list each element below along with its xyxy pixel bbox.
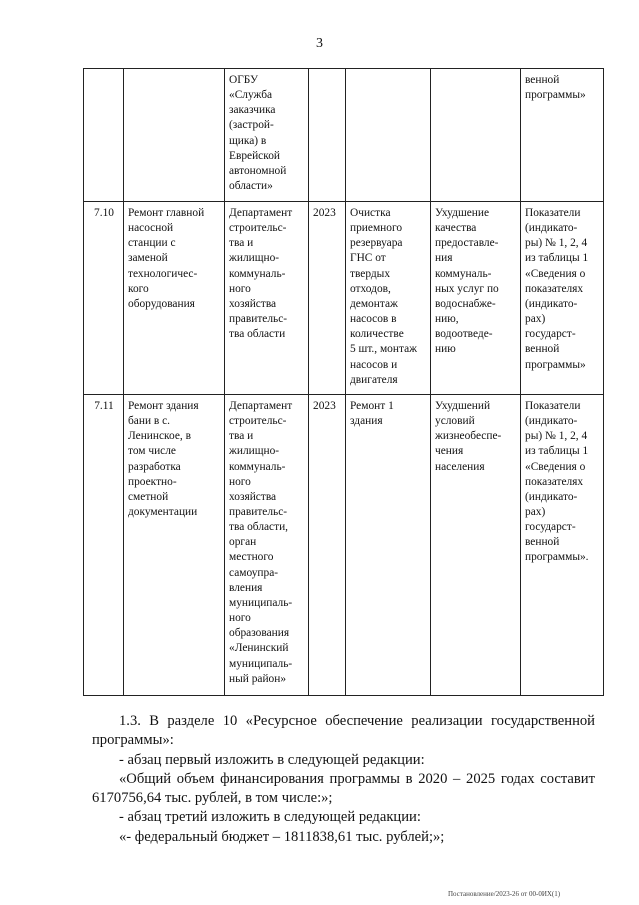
page-number: 3 <box>316 36 323 51</box>
paragraph-third-abzac: - абзац третий изложить в следующей редакции: <box>119 809 421 826</box>
cell-name: Ремонт главной насосной станции с заменой технологичес- кого оборудования <box>124 202 225 395</box>
cell-number: 7.10 <box>84 202 124 395</box>
cell-executor: Департамент строительс- тва и жилищно- коммуналь- ного хозяйства правительс- тва области, орган местного самоупра- вления муниципаль- ного образования «Ленинский муниципаль- ный район» <box>225 394 309 695</box>
cell-consequence: Ухудшений условий жизнеобеспе- чения населения <box>431 394 521 695</box>
table-row <box>84 394 604 695</box>
table-row <box>84 202 604 395</box>
cell-year: 2023 <box>309 202 346 395</box>
cell-result <box>346 69 431 202</box>
cell-indicators: Показатели (индикато- ры) № 1, 2, 4 из таблицы 1 «Сведения о показателях (индикато- рах) государст- венной программы» <box>521 202 604 395</box>
cell-year: 2023 <box>309 394 346 695</box>
paragraph-total-funding: «Общий объем финансирования программы в 2020 – 2025 годах составит 6170756,64 тыс. рублей, в том числе:»; <box>92 770 595 806</box>
measures-table <box>83 68 604 696</box>
cell-result: Ремонт 1 здания <box>346 394 431 695</box>
table-row-continuation <box>84 69 604 202</box>
cell-name <box>124 69 225 202</box>
amendment-text <box>92 712 595 847</box>
cell-executor: Департамент строительс- тва и жилищно- коммуналь- ного хозяйства правительс- тва области <box>225 202 309 395</box>
cell-year <box>309 69 346 202</box>
cell-consequence <box>431 69 521 202</box>
footer-note: Постановление/2023-26 от 00-0ИХ(1) <box>448 890 561 898</box>
cell-number <box>84 69 124 202</box>
cell-result: Очистка приемного резервуара ГНС от твердых отходов, демонтаж насосов в количестве 5 шт., монтаж насосов и двигателя <box>346 202 431 395</box>
cell-indicators: венной программы» <box>521 69 604 202</box>
paragraph-section-10: 1.3. В разделе 10 «Ресурсное обеспечение реализации государственной программы»: <box>92 713 595 749</box>
paragraph-federal-budget: «- федеральный бюджет – 1811838,61 тыс. рублей;»; <box>119 828 445 845</box>
cell-consequence: Ухудшение качества предоставле- ния коммуналь- ных услуг по водоснабже- нию, водоотведе- нию <box>431 202 521 395</box>
cell-number: 7.11 <box>84 394 124 695</box>
cell-executor: ОГБУ «Служба заказчика (застрой- щика) в Еврейской автономной области» <box>225 69 309 202</box>
cell-indicators: Показатели (индикато- ры) № 1, 2, 4 из таблицы 1 «Сведения о показателях (индикато- рах) государст- венной программы». <box>521 394 604 695</box>
cell-name: Ремонт здания бани в с. Ленинское, в том числе разработка проектно- сметной документации <box>124 394 225 695</box>
paragraph-first-abzac: - абзац первый изложить в следующей редакции: <box>119 751 425 768</box>
